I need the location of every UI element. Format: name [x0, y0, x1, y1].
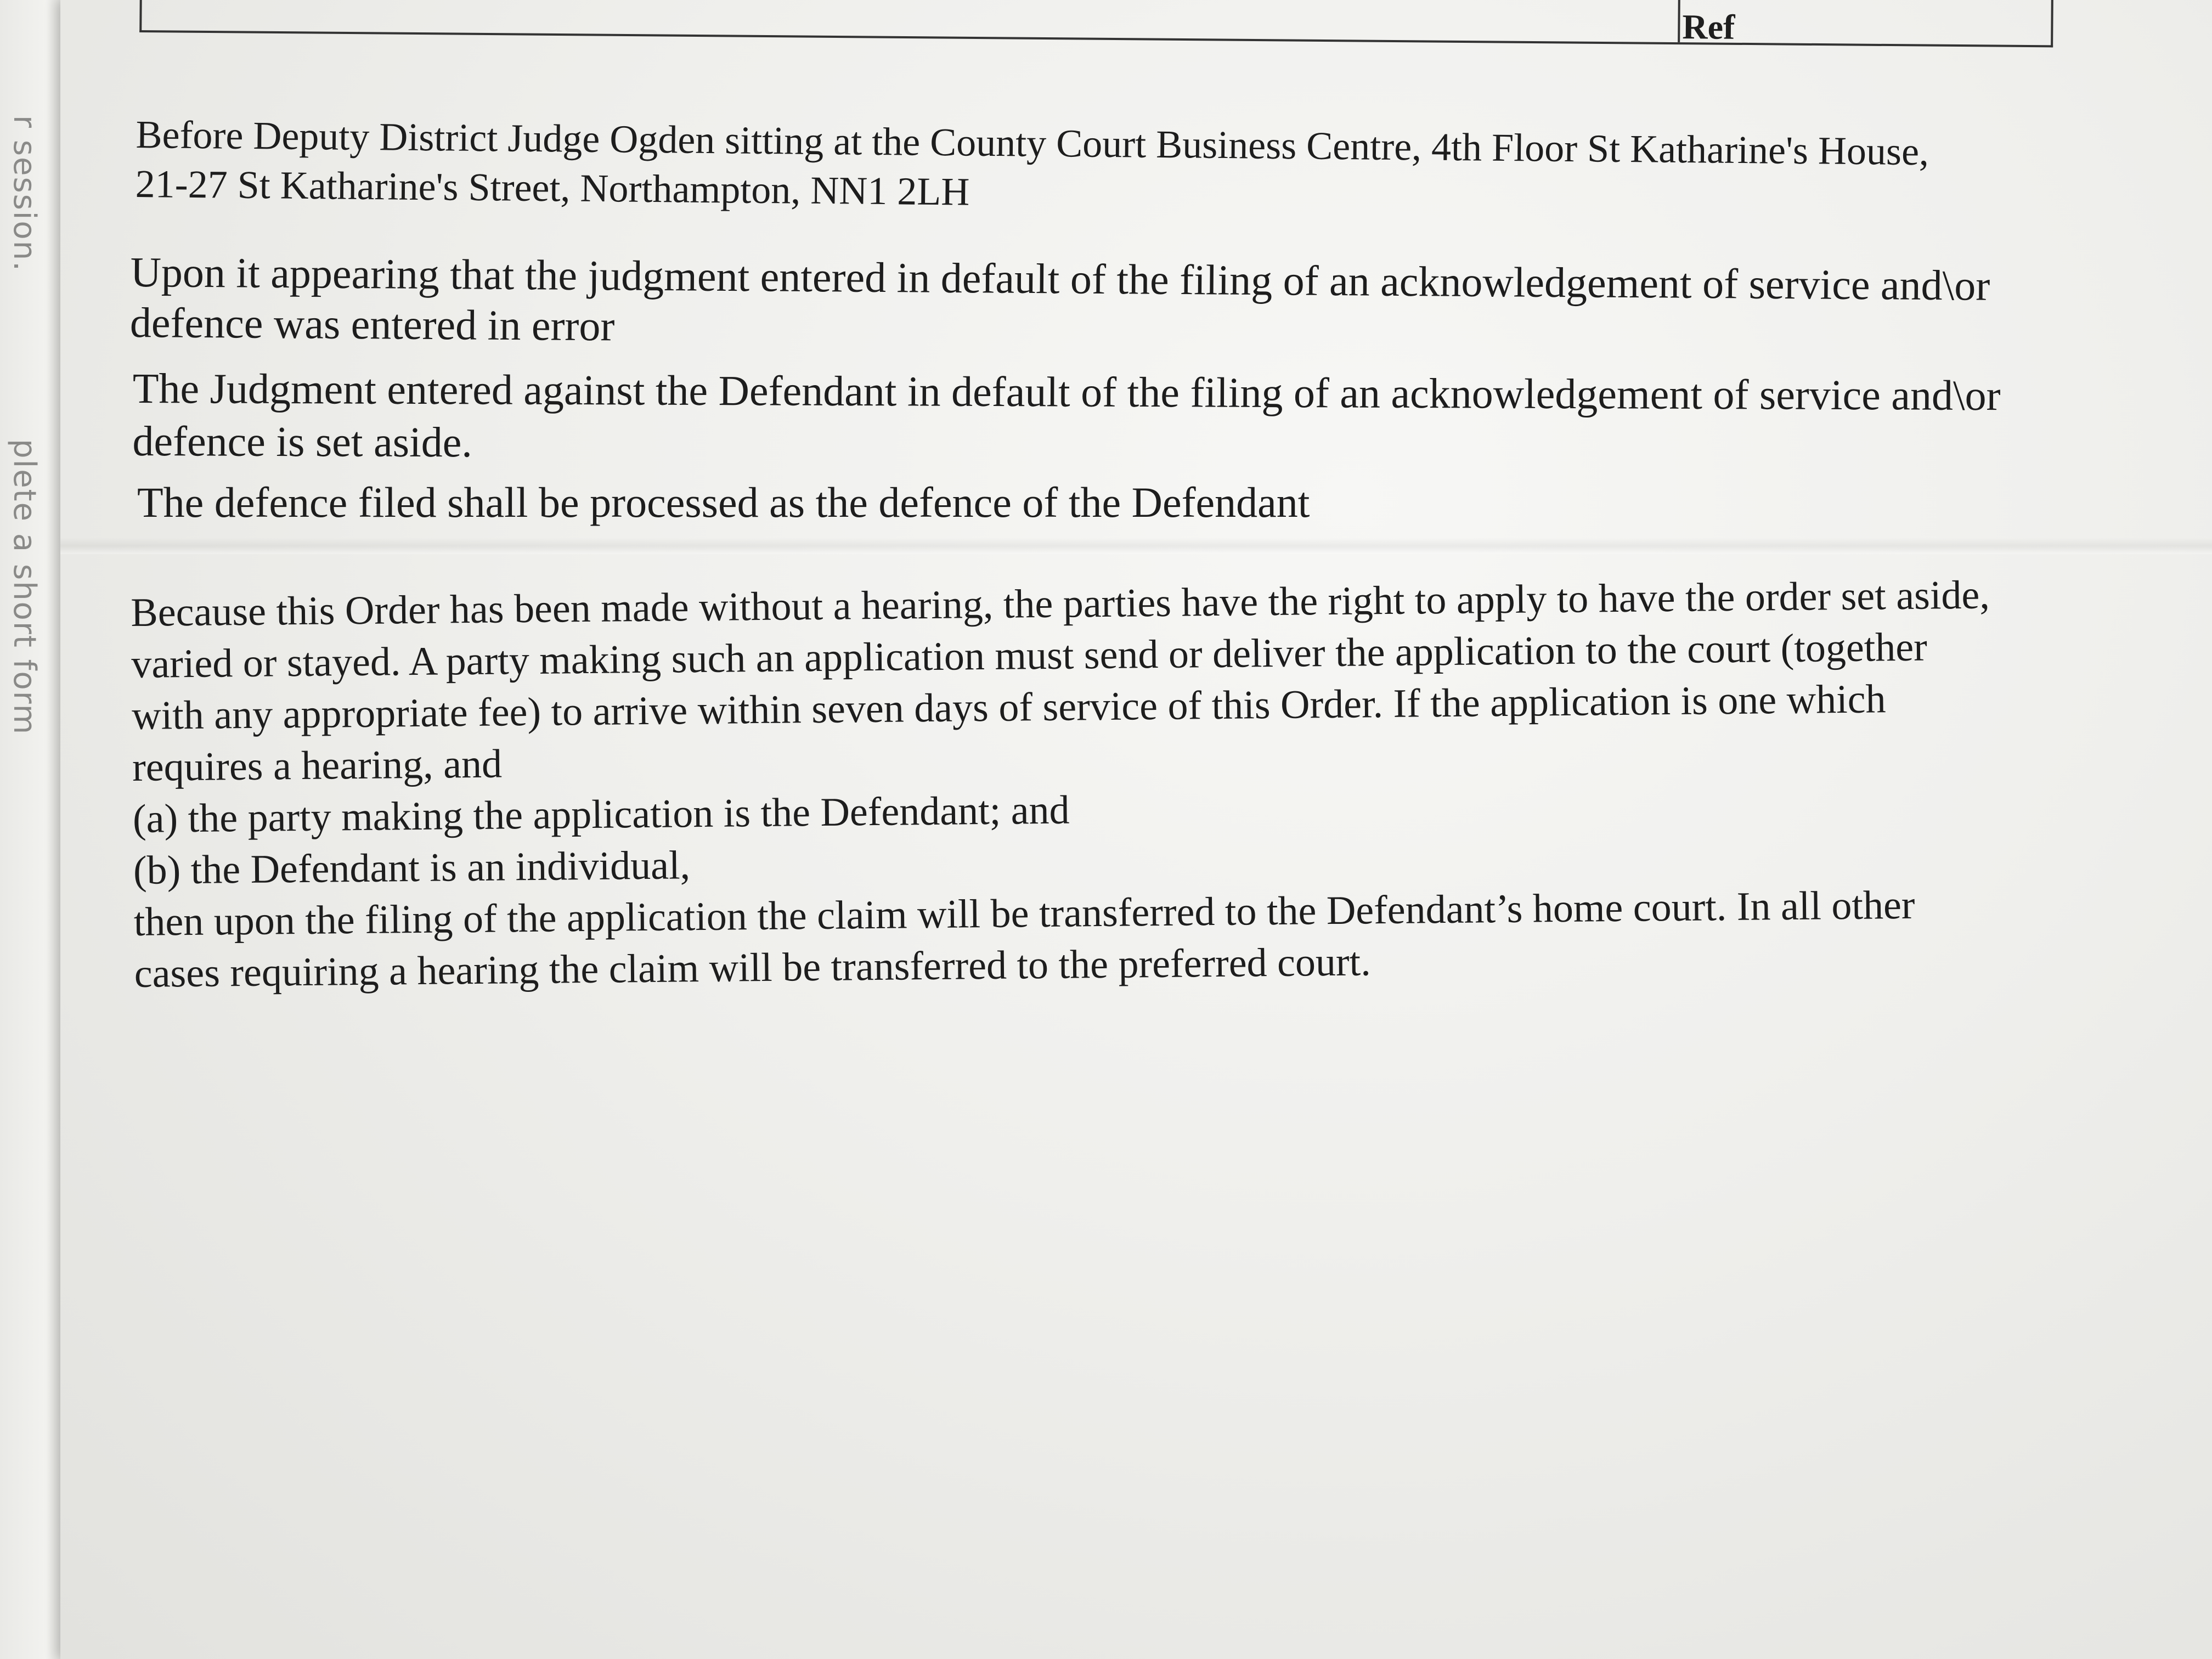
upon-line: Upon it appearing that the judgment entered in default of the filing of an acknowledgement of service and\or [130, 247, 1990, 309]
defence-line: The defence filed shall be processed as the defence of the Defendant [137, 478, 1310, 526]
underlying-text-fragment: plete a short form [7, 439, 42, 736]
upon-line: defence was entered in error [129, 298, 615, 350]
notice-line: Because this Order has been made without a hearing, the parties have the right to apply to have the order set aside, [131, 572, 1990, 635]
court-order-page [60, 0, 2212, 1659]
notice-line: then upon the filing of the application the claim will be transferred to the Defendant’s home court. In all other [133, 882, 1915, 945]
defence-paragraph [137, 477, 1310, 528]
court-line: 21-27 St Katharine's Street, Northampton, NN1 2LH [135, 161, 970, 214]
upon-paragraph [130, 247, 1990, 362]
underlying-text-fragment: r session. [7, 115, 42, 272]
ref-divider [1678, 0, 1680, 42]
paper-fold [60, 538, 2212, 554]
notice-paragraph [131, 569, 1994, 999]
notice-line: requires a hearing, and [132, 741, 503, 790]
underlying-sheet [0, 0, 66, 1659]
court-details [135, 110, 1929, 225]
header-ref-box [139, 0, 2053, 47]
court-line: Before Deputy District Judge Ogden sitting at the County Court Business Centre, 4th Floor St Katharine's House, [136, 112, 1929, 174]
ref-label: Ref [1682, 7, 1735, 47]
set-aside-line: The Judgment entered against the Defendant in default of the filing of an acknowledgement of service and\or [132, 364, 2001, 420]
notice-line: cases requiring a hearing the claim will be transferred to the preferred court. [134, 939, 1371, 996]
set-aside-paragraph [132, 362, 2000, 475]
notice-line: (a) the party making the application is the Defendant; and [132, 787, 1070, 842]
notice-line: with any appropriate fee) to arrive within seven days of service of this Order. If the application is one which [131, 676, 1886, 738]
set-aside-line: defence is set aside. [132, 416, 473, 466]
notice-line: varied or stayed. A party making such an application must send or deliver the application to the court (together [131, 624, 1928, 687]
notice-line: (b) the Defendant is an individual, [133, 843, 691, 893]
